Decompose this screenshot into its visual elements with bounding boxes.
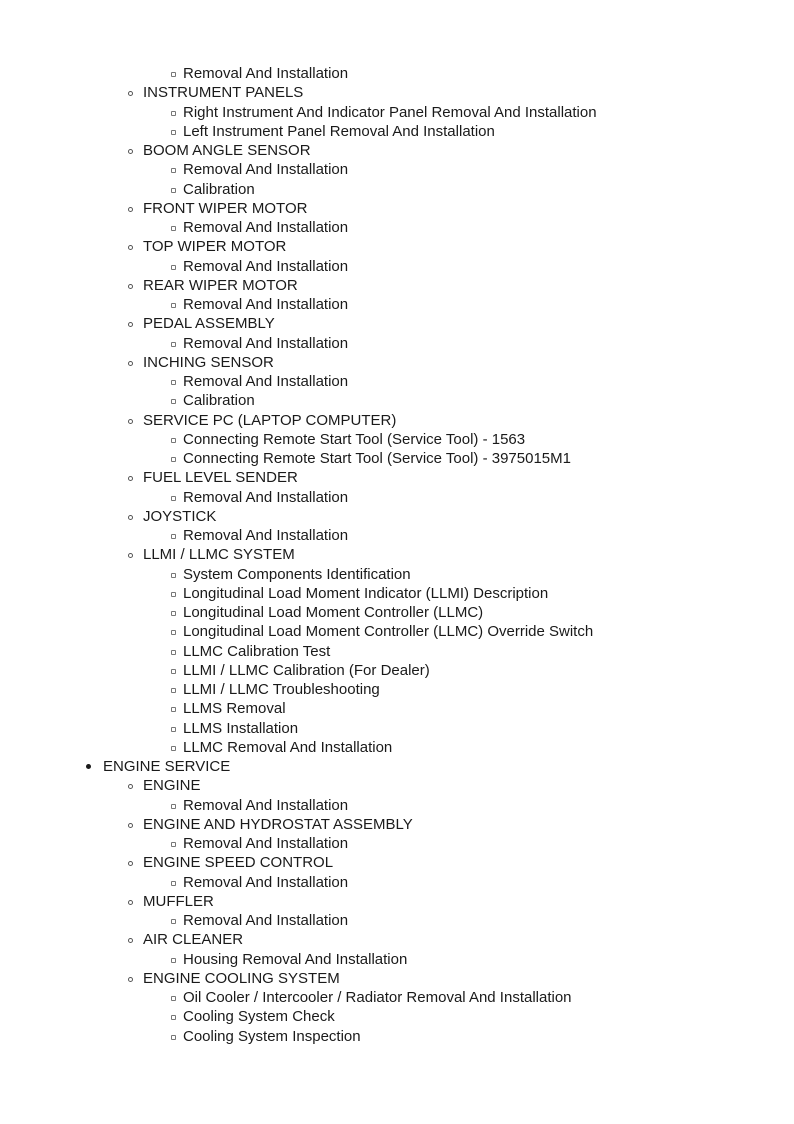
- bullet-square-icon: [171, 881, 176, 886]
- toc-subsection: [0, 276, 794, 295]
- bullet-square-icon: [171, 996, 176, 1001]
- bullet-square-icon: [171, 958, 176, 963]
- toc-entry: [0, 449, 794, 468]
- bullet-circle-icon: [128, 284, 133, 289]
- toc-entry: [0, 391, 794, 410]
- bullet-square-icon: [171, 168, 176, 173]
- toc-entry: [0, 180, 794, 199]
- toc-entry-label: Removal And Installation: [183, 296, 349, 313]
- bullet-square-icon: [171, 707, 176, 712]
- toc-entry: [0, 584, 794, 603]
- bullet-square-icon: [171, 457, 176, 462]
- toc-entry: [0, 334, 794, 353]
- toc-subsection: [0, 853, 794, 872]
- toc-entry-label: Removal And Installation: [183, 219, 349, 236]
- toc-entry-label: Removal And Installation: [183, 835, 349, 852]
- toc-subsection: [0, 969, 794, 988]
- toc-entry-label: Right Instrument And Indicator Panel Removal And Installation: [183, 103, 597, 121]
- toc-entry: [0, 796, 794, 815]
- bullet-square-icon: [171, 265, 176, 270]
- bullet-square-icon: [171, 842, 176, 847]
- bullet-circle-icon: [128, 322, 133, 327]
- toc-entry-label: Longitudinal Load Moment Indicator (LLMI) Description: [183, 584, 549, 602]
- bullet-circle-icon: [128, 91, 133, 96]
- toc-entry-label: Calibration: [183, 392, 255, 410]
- toc-entry-label: ENGINE SERVICE: [103, 758, 231, 775]
- toc-entry-label: Removal And Installation: [183, 488, 349, 506]
- toc-entry-label: Cooling System Inspection: [183, 1027, 361, 1045]
- toc-entry: [0, 661, 794, 680]
- toc-entry: [0, 103, 794, 122]
- toc-entry: [0, 1007, 794, 1026]
- toc-entry-label: INCHING SENSOR: [143, 353, 274, 371]
- toc-entry-label: Removal And Installation: [183, 257, 349, 275]
- toc-entry: [0, 834, 794, 853]
- bullet-circle-icon: [128, 207, 133, 212]
- toc-entry-label: BOOM ANGLE SENSOR: [143, 142, 311, 159]
- toc-subsection: [0, 199, 794, 218]
- toc-entry-label: Removal And Installation: [183, 873, 349, 891]
- toc-entry: [0, 603, 794, 622]
- toc-entry-label: Cooling System Check: [183, 1008, 335, 1026]
- toc-entry: [0, 257, 794, 276]
- toc-entry-label: Connecting Remote Start Tool (Service Tool) - 3975015M1: [183, 450, 571, 467]
- toc-entry: [0, 526, 794, 545]
- bullet-circle-icon: [128, 553, 133, 558]
- bullet-square-icon: [171, 630, 176, 635]
- toc-entry: [0, 1027, 794, 1046]
- toc-entry-label: ENGINE: [143, 777, 201, 795]
- bullet-square-icon: [171, 804, 176, 809]
- toc-entry-label: System Components Identification: [183, 565, 411, 583]
- bullet-square-icon: [171, 573, 176, 578]
- bullet-square-icon: [171, 727, 176, 732]
- bullet-square-icon: [171, 188, 176, 193]
- bullet-square-icon: [171, 130, 176, 135]
- toc-entry-label: LLMS Removal: [183, 700, 286, 718]
- toc-entry: [0, 430, 794, 449]
- toc-entry: [0, 160, 794, 179]
- toc-entry-label: Removal And Installation: [183, 373, 349, 390]
- toc-entry: [0, 642, 794, 661]
- bullet-square-icon: [171, 611, 176, 616]
- toc-entry-label: AIR CLEANER: [143, 931, 244, 949]
- bullet-circle-icon: [128, 245, 133, 250]
- toc-entry: [0, 372, 794, 391]
- bullet-square-icon: [171, 496, 176, 501]
- toc-subsection: [0, 314, 794, 333]
- toc-entry: [0, 64, 794, 83]
- toc-entry: [0, 218, 794, 237]
- toc-entry-label: Housing Removal And Installation: [183, 950, 408, 968]
- toc-entry-label: LLMI / LLMC Troubleshooting: [183, 681, 380, 698]
- bullet-square-icon: [171, 380, 176, 385]
- toc-entry-label: Longitudinal Load Moment Controller (LLMC): [183, 604, 484, 621]
- toc-subsection: [0, 892, 794, 911]
- toc-entry-label: ENGINE SPEED CONTROL: [143, 854, 334, 872]
- toc-entry-label: Removal And Installation: [183, 334, 349, 352]
- toc-entry: [0, 488, 794, 507]
- toc-entry-label: Longitudinal Load Moment Controller (LLMC) Override Switch: [183, 623, 594, 641]
- bullet-square-icon: [171, 72, 176, 77]
- bullet-square-icon: [171, 688, 176, 693]
- toc-entry-label: Connecting Remote Start Tool (Service Tool) - 1563: [183, 430, 526, 448]
- bullet-square-icon: [171, 1035, 176, 1040]
- toc-subsection: [0, 237, 794, 256]
- toc-entry-label: PEDAL ASSEMBLY: [143, 315, 275, 333]
- bullet-square-icon: [171, 534, 176, 539]
- bullet-disc-icon: [86, 764, 91, 769]
- toc-entry: [0, 988, 794, 1007]
- toc-entry: [0, 122, 794, 141]
- bullet-circle-icon: [128, 823, 133, 828]
- bullet-circle-icon: [128, 361, 133, 366]
- bullet-square-icon: [171, 919, 176, 924]
- toc-entry: [0, 719, 794, 738]
- bullet-circle-icon: [128, 784, 133, 789]
- toc-entry-label: Removal And Installation: [183, 527, 349, 544]
- toc-subsection: [0, 776, 794, 795]
- bullet-circle-icon: [128, 149, 133, 154]
- bullet-square-icon: [171, 746, 176, 751]
- toc-subsection: [0, 507, 794, 526]
- toc-entry: [0, 911, 794, 930]
- toc-entry-label: Oil Cooler / Intercooler / Radiator Removal And Installation: [183, 989, 572, 1006]
- toc-entry-label: Left Instrument Panel Removal And Installation: [183, 122, 495, 140]
- toc-entry: [0, 738, 794, 757]
- toc-section: [0, 757, 794, 776]
- toc-entry: [0, 950, 794, 969]
- bullet-square-icon: [171, 399, 176, 404]
- toc-entry: [0, 565, 794, 584]
- toc-entry-label: Removal And Installation: [183, 65, 349, 82]
- toc-subsection: [0, 411, 794, 430]
- toc-entry-label: INSTRUMENT PANELS: [143, 84, 304, 102]
- toc-entry-label: LLMC Removal And Installation: [183, 738, 393, 756]
- bullet-circle-icon: [128, 515, 133, 520]
- bullet-square-icon: [171, 650, 176, 655]
- bullet-circle-icon: [128, 861, 133, 866]
- toc-subsection: [0, 930, 794, 949]
- toc-subsection: [0, 83, 794, 102]
- toc-entry-label: JOYSTICK: [143, 507, 217, 525]
- bullet-circle-icon: [128, 938, 133, 943]
- toc-entry-label: TOP WIPER MOTOR: [143, 238, 287, 256]
- toc-entry-label: MUFFLER: [143, 892, 214, 910]
- toc-entry: [0, 622, 794, 641]
- toc-entry-label: Removal And Installation: [183, 912, 349, 929]
- toc-entry-label: ENGINE AND HYDROSTAT ASSEMBLY: [143, 815, 413, 833]
- toc-entry-label: Removal And Installation: [183, 161, 349, 179]
- bullet-square-icon: [171, 226, 176, 231]
- toc-subsection: [0, 353, 794, 372]
- toc-subsection: [0, 815, 794, 834]
- bullet-circle-icon: [128, 419, 133, 424]
- toc-subsection: [0, 141, 794, 160]
- bullet-square-icon: [171, 669, 176, 674]
- bullet-square-icon: [171, 1015, 176, 1020]
- toc-entry-label: LLMI / LLMC SYSTEM: [143, 546, 295, 564]
- bullet-circle-icon: [128, 900, 133, 905]
- toc-subsection: [0, 545, 794, 564]
- bullet-circle-icon: [128, 476, 133, 481]
- toc-entry: [0, 680, 794, 699]
- toc-entry-label: LLMC Calibration Test: [183, 642, 331, 660]
- toc-entry-label: LLMI / LLMC Calibration (For Dealer): [183, 661, 430, 679]
- toc-entry-label: FUEL LEVEL SENDER: [143, 469, 298, 487]
- toc-entry: [0, 295, 794, 314]
- bullet-square-icon: [171, 342, 176, 347]
- toc-entry-label: SERVICE PC (LAPTOP COMPUTER): [143, 411, 397, 429]
- table-of-contents: [0, 64, 794, 1046]
- toc-entry-label: Removal And Installation: [183, 796, 349, 814]
- bullet-square-icon: [171, 592, 176, 597]
- toc-entry-label: LLMS Installation: [183, 719, 299, 737]
- bullet-circle-icon: [128, 977, 133, 982]
- toc-entry: [0, 873, 794, 892]
- toc-entry-label: REAR WIPER MOTOR: [143, 276, 298, 294]
- bullet-square-icon: [171, 438, 176, 443]
- toc-entry-label: FRONT WIPER MOTOR: [143, 199, 308, 217]
- toc-entry-label: ENGINE COOLING SYSTEM: [143, 969, 340, 987]
- toc-subsection: [0, 468, 794, 487]
- toc-entry: [0, 699, 794, 718]
- bullet-square-icon: [171, 303, 176, 308]
- bullet-square-icon: [171, 111, 176, 116]
- toc-entry-label: Calibration: [183, 180, 255, 198]
